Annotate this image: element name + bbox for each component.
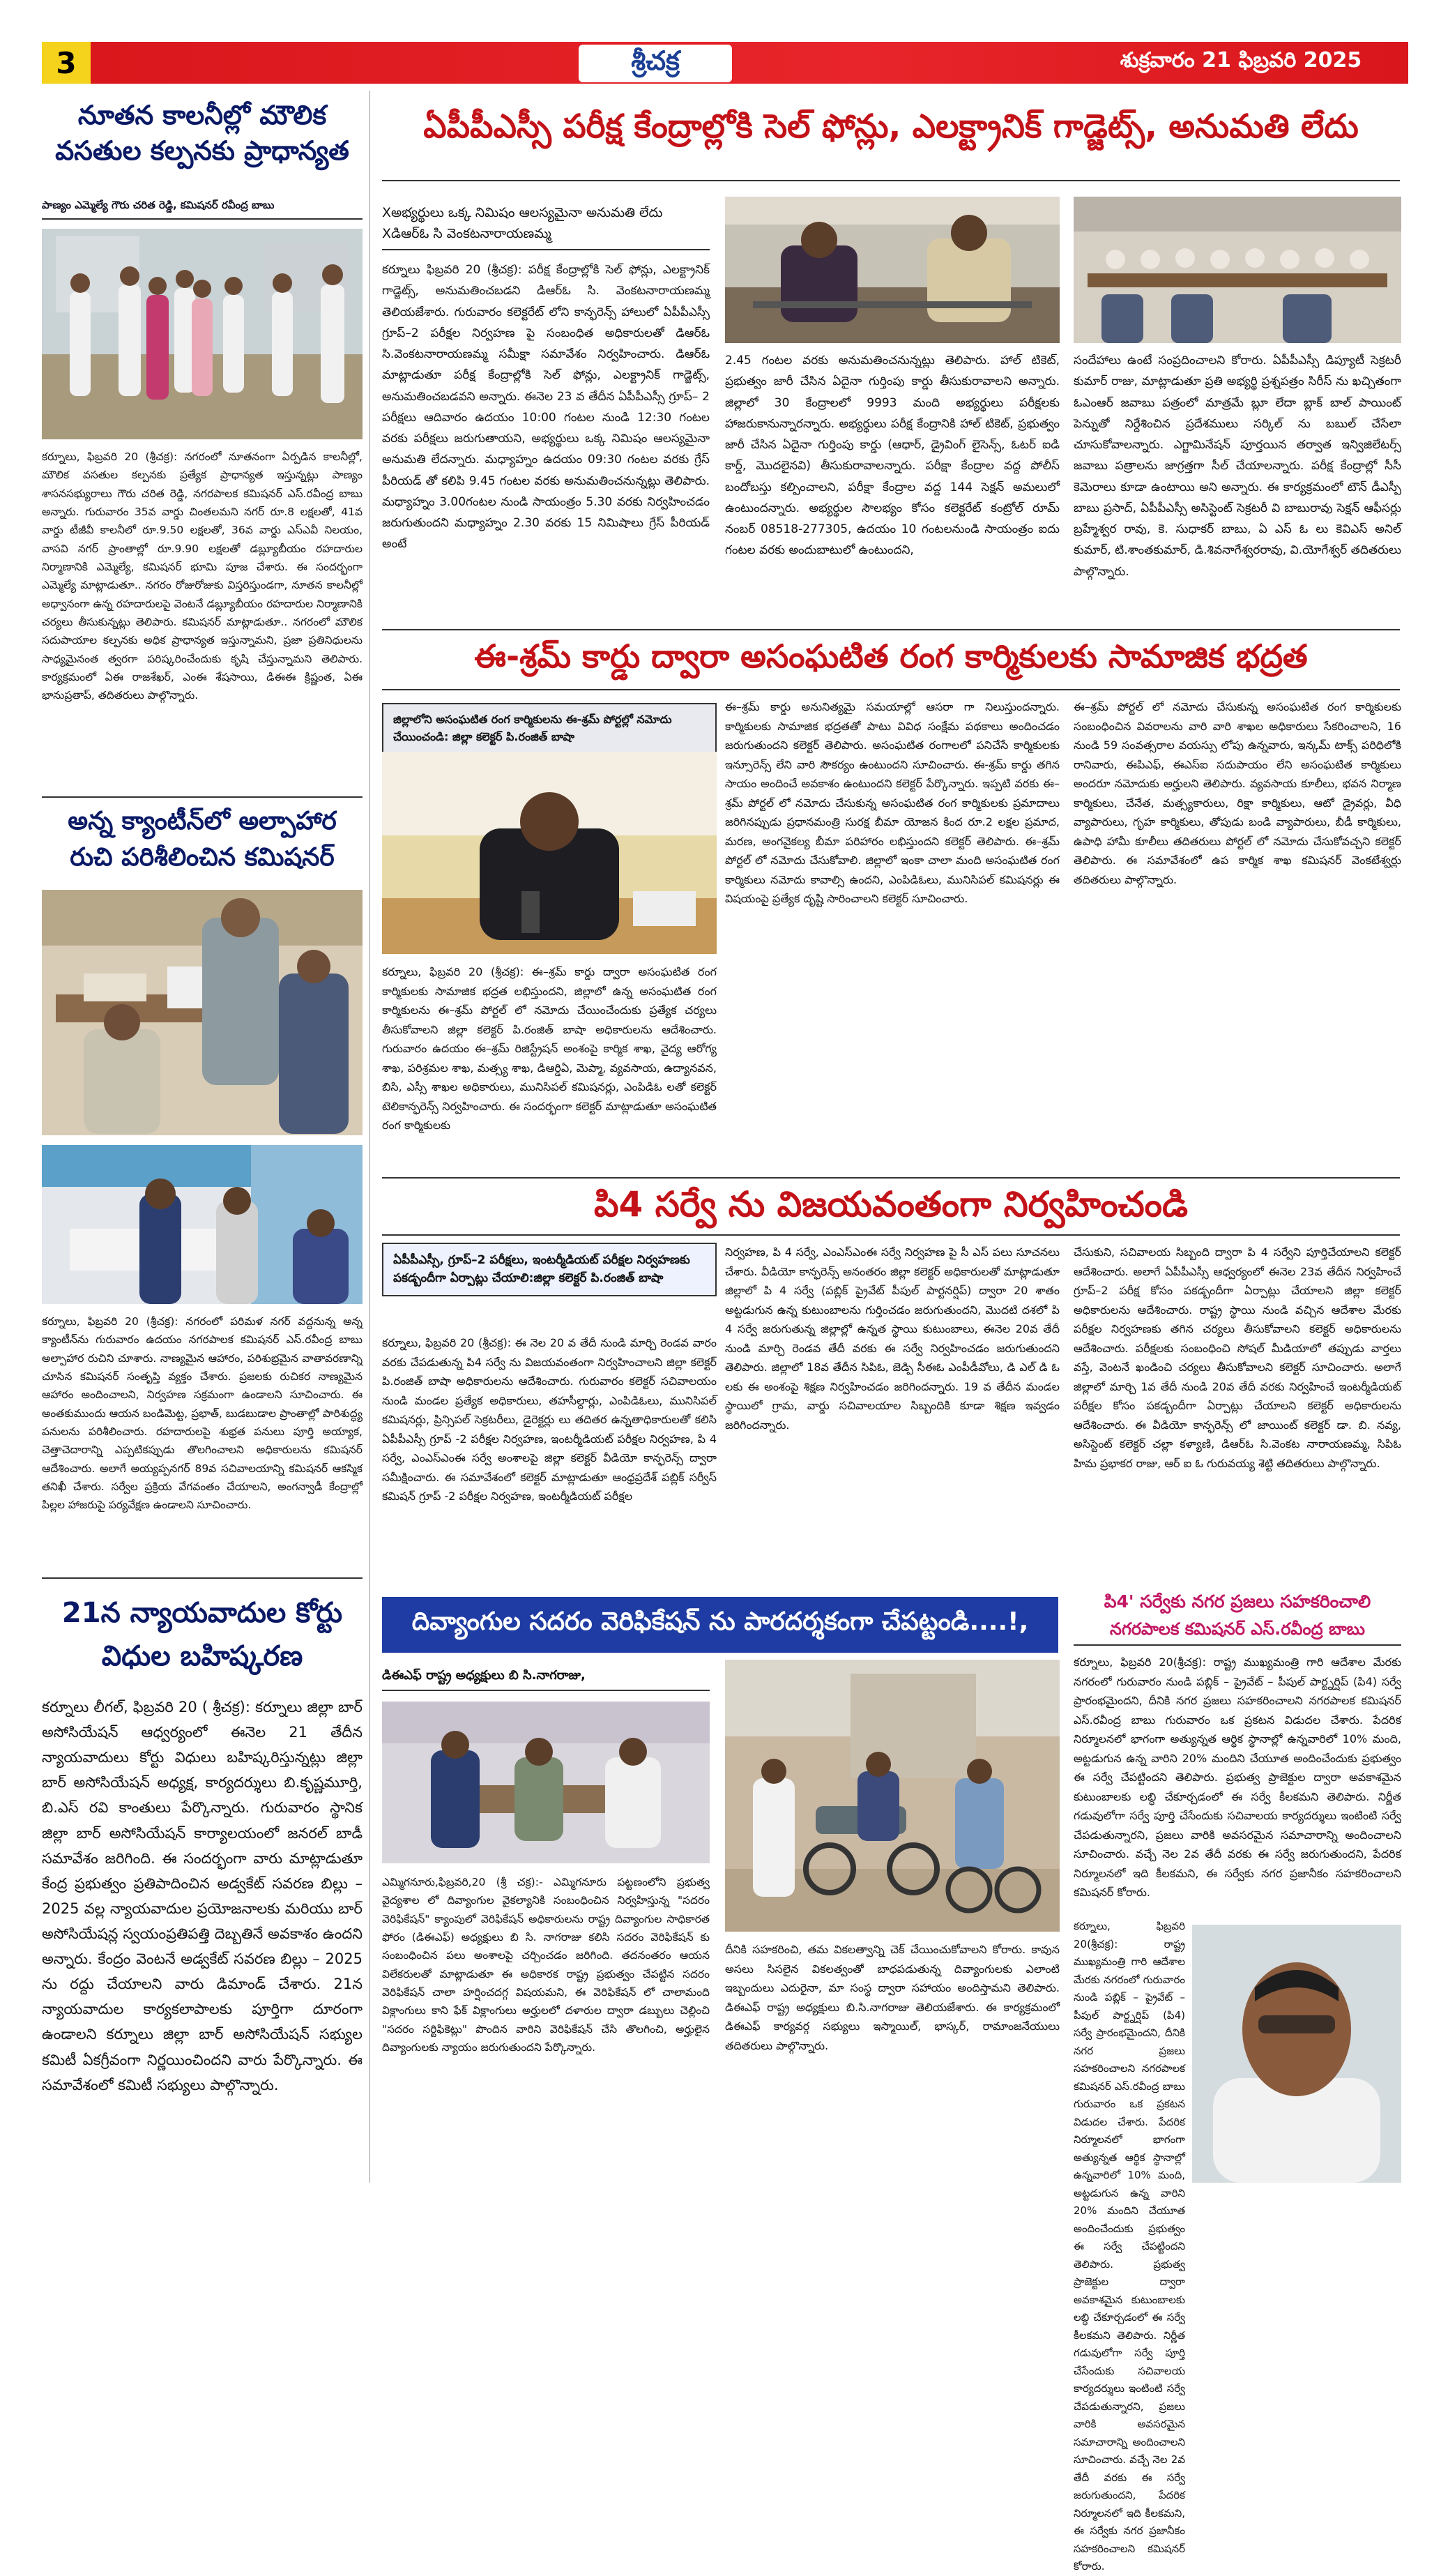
story1-body: కర్నూలు, ఫిబ్రవరి 20 (శ్రీచక్ర): నగరంలో నూతనంగా ఏర్పడిన కాలనీల్లో, మౌలిక వసతుల కల్పనకు ప్రత్యేక ప్రాధాన్యత ఇస్తున్నట్లు పాణ్యం శాసనసభ్యురాలు గౌరు చరిత రెడ్డి, నగరపాలక కమిషనర్ ఎస్.రవీంద్ర బాబు అన్నారు. గురువారం 35వ వార్డు చింతలమని నగర్ రూ.8 లక్షలతో, 41వ వార్డు టీజీవీ కాలనీలో రూ.9.50 లక్షలతో, 36వ వార్డు ఎస్ఎవీ నిలయం, వాసవి నగర్ ప్రాంతాల్లో రూ.9.90 లక్షలతో డబ్ల్యూబీయం రహదారుల నిర్మాణానికి ఎమ్మెల్యే, కమిషనర్ భూమి పూజ చేశారు. ఈ సందర్భంగా ఎమ్మెల్యే మాట్లాడుతూ.. నగరం రోజురోజుకు విస్తరిస్తుండగా, నూతన కాలనీల్లో అధ్వానంగా ఉన్న రహదారులపై వెంటనే డబ్ల్యూబీయం రహదారుల నిర్మాణానికి చర్యలు తీసుకున్నట్లు తెలిపారు. కమిషనర్ మాట్లాడుతూ.. నగరంలో మౌలిక సదుపాయాల కల్పనకు అధిక ప్రాధాన్యత ఇస్తున్నామని, ప్రజా ప్రతినిధులను సాధ్యమైనంత త్వరగా పరిష్కరించేందుకు కృషి చేస్తున్నామని తెలిపారు. కార్యక్రమంలో ఏఈ రాజశేఖర్, ఎంఈ శేషసాయి, డిఈఈ క్రిష్ణంత, ఏఈ భానుప్రతాప్, తదితరులు పాల్గొన్నారు. [42,450,363,702]
eshram-body-3: ఈ–శ్రమ్ పోర్టల్ లో నమోదు చేసుకున్న అసంఘటిత రంగ కార్మికులకు సంబంధించిన వివరాలను వారి వారి శాఖల అధికారులు సేకరించాలని, 16 నుండి 59 సంవత్సరాల వయస్సు లోపు ఉన్నవారు, ఇన్కమ్ టాక్స్ పరిధిలోకి రానివారు, ఈపిఎఫ్, ఈఎస్ఐ సదుపాయం లేని అసంఘటిత కార్మికులు అందరూ నమోదుకు అర్హులని తెలిపారు. వ్యవసాయ కూలీలు, భవన నిర్మాణ కార్మికులు, చేనేత, మత్స్యకారులు, రిక్షా కార్మికులు, ఆటో డ్రైవర్లు, వీధి వ్యాపారులు, గృహ కార్మికులు, తోపుడు బండి వ్యాపారులు, బీడీ కార్మికులు, ఉపాధి హామీ కూలీలు తదితరులు పోర్టల్ లో నమోదు చేసుకోవచ్చని కలెక్టర్ తెలిపారు. ఈ సమావేశంలో ఉప కార్మిక శాఖ కమిషనర్ వెంకటేశ్వర్లు తదితరులు పాల్గొన్నారు. [1074,700,1401,886]
eshram-headline: ఈ-శ్రమ్ కార్డు ద్వారా అసంఘటిత రంగ కార్మికులకు సామాజిక భద్రత [474,637,1308,675]
divyang-col1: ఎమ్మిగనూరు,ఫిబ్రవరి,20 (శ్రీ చక్ర):- ఎమ్మిగనూరు పట్టణంలోని ప్రభుత్వ వైద్యశాల లో దివ్యాంగుల వైకల్యానికి సంబంధించిన నిర్వహిస్తున్న "సదరం వెరిఫికేషన్" క్యాంపులో వెరిఫికేషన్ అధికారులను రాష్ట్ర దివ్యాంగుల సాధికారత ఫోరం (డిఈఎఫ్) అధ్యక్షులు బి సి. నాగరాజు కలిసి సదరం వెరిఫికేషన్ కు సంబంధించిన పలు అంశాలపై చర్చించడం జరిగింది. తదనంతరం ఆయన విలేకరులతో మాట్లాడుతూ ఈ అధికారక రాష్ట్ర ప్రభుత్వం చేపట్టిన సదరం వెరిఫికేషన్ చాలా హర్షించదగ్గ విషయమని, ఈ వెరిఫికేషన్ లో చాలామంది విక్లాంగులు కాని ఫేక్ విక్లాంగులు అర్హులలో దళారుల ద్వారా డబ్బులు చెల్లించి "సదరం సర్టిఫికెట్లు" పొందిన వారిని వెరిఫికేషన్ చేసి తొలగించి, అర్హులైన దివ్యాంగులకు న్యాయం జరుగుతుందని పేర్కొన్నారు. [382,1876,710,2054]
divyang-photo-1 [382,1702,710,1863]
eshram-rule-2 [382,689,1400,690]
p4-col1: కర్నూలు, ఫిబ్రవరి 20 (శ్రీచక్ర): ఈ నెల 20 వ తేదీ నుండి మార్చి రెండవ వారం వరకు చేపడుతున్న పి4 సర్వే ను విజయవంతంగా నిర్వహించాలని జిల్లా కలెక్టర్ పి.రంజిత్ బాషా అధికారులను ఆదేశించారు. గురువారం కలెక్టర్ సచివాలయం నుండి మండల ప్రత్యేక అధికారులు, తహసీల్దార్లు, ఎంపిడిఓలు, మునిసిపల్ కమిషనర్లు, ప్రిన్సిపల్ సెక్రటరీలు, డైరెక్టర్లు లు తదితర ఉన్నతాధికారులతో కలిసి ఏపీపీఎస్సీ గ్రూప్ -2 పరీక్షల నిర్వహణ, ఇంటర్మీడియట్ పరీక్షల నిర్వహణ, పి 4 సర్వే, ఎంఎస్ఎంఈ సర్వే అంశాలపై జిల్లా కలెక్టర్ వీడియో కాన్ఫరెన్స్ ద్వారా సమీక్షించారు. ఈ సమావేశంలో కలెక్టర్ మాట్లాడుతూ ఆంధ్రప్రదేశ్ పబ్లిక్ సర్వీస్ కమిషన్ గ్రూప్ -2 పరీక్షల నిర్వహణ, ఇంటర్మీడియట్ పరీక్షల [382,1336,717,1503]
apsc-subhead-2: Xడిఆర్ఓ సి వెంకటనారాయణమ్మ [382,226,551,242]
apsc-photo-1 [725,197,1060,343]
story2-photo-2 [42,1145,363,1304]
column-rule [369,91,370,2183]
apsc-col1: కర్నూలు ఫిబ్రవరి 20 (శ్రీచక్ర): పరీక్ష కేంద్రాల్లోకి సెల్ ఫోన్లు, ఎలక్ట్రానిక్ గాడ్జెట్స్, అనుమతించబడని డిఆర్ఓ సి. వెంకటనారాయణమ్మ తెలియజేశారు. గురువారం కలెక్టరేట్ లోని కాన్ఫరెన్స్ హాలులో ఏపీపీఎస్సీ గ్రూప్–2 పరీక్షల నిర్వహణ పై సంబంధిత అధికారులతో డిఆర్ఓ సి.వెంకటనారాయణమ్మ సమీక్షా సమావేశం నిర్వహించారు. డిఆర్ఓ మాట్లాడుతూ పరీక్ష కేంద్రాల్లోకి సెల్ ఫోన్లు, ఎలక్ట్రానిక్ గాడ్జెట్స్, అనుమతించబడవని అన్నారు. ఈనెల 23 వ తేదీన ఏపీపీఎస్సీ గ్రూప్– 2 పరీక్షలు ఆదివారం ఉదయం 10:00 గంటల నుండి 12:30 గంటల వరకు పరీక్షలు జరుగుతాయని, అభ్యర్థులు ఒక్క నిమిషం ఆలస్యమైనా అనుమతి లేదన్నారు. మధ్యాహ్నం ఉదయం 09:30 గంటల వరకు గ్రేస్ పీరియడ్ తో కలిపి 9.45 గంటల వరకు అనుమతించనున్నట్లు తెలిపారు. మధ్యాహ్నం 3.00గంటల నుండి సాయంత్రం 5.30 వరకు నిర్వహించడం జరుగుతుందని మధ్యాహ్నం 2.30 వరకు 15 నిమిషాలు గ్రేస్ పీరియడ్ అంటే [382,263,710,552]
story3-headline: 21న న్యాయవాదుల కోర్టు విధుల బహిష్కరణ [61,1597,343,1672]
left-column [42,91,363,2183]
story3-body: కర్నూలు లీగల్, ఫిబ్రవరి 20 ( శ్రీచక్ర): కర్నూలు జిల్లా బార్ అసోసియేషన్ ఆధ్వర్యంలో ఈనెల 21 తేదీన న్యాయవాదులు కోర్టు విధులు బహిష్కరిస్తున్నట్లు జిల్లా బార్ అసోసియేషన్ అధ్యక్ష, కార్యదర్శులు బి.కృష్ణమూర్తి, బి.ఎస్ రవి కాంతులు పేర్కొన్నారు. గురువారం స్థానిక జిల్లా బార్ అసోసియేషన్ కార్యాలయంలో జనరల్ బాడీ సమావేశం జరిగింది. ఈ సందర్భంగా వారు మాట్లాడుతూ కేంద్ర ప్రభుత్వం ప్రతిపాదించిన అడ్వకేట్ సవరణ బిల్లు – 2025 వల్ల న్యాయవాదుల ప్రయోజనాలకు మరియు బార్ అసోసియేషన్ల స్వయంప్రతిపత్తి దెబ్బతినే అవకాశం ఉందని అన్నారు. కేంద్రం వెంటనే అడ్వకేట్ సవరణ బిల్లు – 2025 ను రద్దు చేయాలని వారు డిమాండ్ చేశారు. 21న న్యాయవాదుల కార్యకలాపాలకు పూర్తిగా దూరంగా ఉండాలని కర్నూలు జిల్లా బార్ అసోసియేషన్ సభ్యుల కమిటీ ఏకగ్రీవంగా నిర్ణయించిందని వారు పేర్కొన్నారు. ఈ సమావేశంలో కమిటీ సభ్యులు పాల్గొన్నారు. [42,1699,363,2093]
p4-city-headline: పి4' సర్వేకు నగర ప్రజలు సహకరించాలి [1104,1591,1371,1612]
p4-subhead: ఏపీపీఎస్సీ, గ్రూప్–2 పరీక్షలు, ఇంటర్మీడియట్ పరీక్షల నిర్వహణకు పకడ్బందీగా ఏర్పాట్లు చేయాలి:జిల్లా కలెక్టర్ పి.రంజిత్ బాషా [382,1243,717,1296]
issue-date: శుక్రవారం 21 ఫిబ్రవరి 2025 [1120,48,1362,73]
divider [42,1577,363,1579]
apsc-subhead-1: Xఅభ్యర్థులు ఒక్క నిమిషం ఆలస్యమైనా అనుమతి లేదు [382,205,663,220]
apsc-col3: సందేహాలు ఉంటే సంప్రదించాలని కోరారు. ఏపీపీఎస్సీ డిప్యూటీ సెక్రటరీ కుమార్ రాజు, మాట్లాడుతూ ప్రతి అభ్యర్థి ప్రశ్నపత్రం సిరీస్ ను ఖచ్చితంగా ఓఎంఆర్ జవాబు పత్రంలో మాత్రమే బ్లూ లేదా బ్లాక్ బాల్ పాయింట్ పెన్నుతో నిర్దేశించిన ప్రదేశములు సర్కిల్ ను బబుల్ చేసేలా చూసుకోవాలన్నారు. ఎగ్జామినేషన్ పూర్తయిన తర్వాత ఇన్విజిలేటర్స్ జవాబు పత్రాలను జాగ్రత్తగా సీల్ చేయాలన్నారు. పరీక్ష కేంద్రాల్లో సీసీ కెమెరాలు కూడా ఉంటాయి అని అన్నారు. ఈ కార్యక్రమంలో టౌన్ డీఎస్పీ బాబు ప్రసాద్, ఏపీపీఎస్సీ అసిస్టెంట్ సెక్రటరీ వి బాబురావు సెక్షన్ ఆఫీసర్లు బ్రహ్మేశ్వర రావు, కె. సుధాకర్ బాబు, ఏ ఎస్ ఓ లు కెవిఎస్ అనిల్ కుమార్, టి.శాంతకుమార్, డి.శివనాగేశ్వరరావు, వి.యోగేశ్వర్ తదితరులు పాల్గొన్నారు. [1074,354,1401,579]
p4-rule [382,1177,1400,1179]
divyang-col2: దీనికి సహకరించి, తమ వికలత్వాన్ని చెక్ చేయించుకోవాలని కోరారు. కావున అసలు సిసలైన వికలత్వంతో బాధపడుతున్న దివ్యాంగులకు ఎలాంటి ఇబ్బందులు ఎదురైనా, మా సంస్థ ద్వారా సహాయం అందిస్తామని తెలిపారు. డిఈఎఫ్ రాష్ట్ర అధ్యక్షులు బి.సి.నాగరాజు తెలియజేశారు. ఈ కార్యక్రమంలో డిఈఎఫ్ కార్యవర్గ సభ్యులు ఇస్మాయిల్, భాస్కర్, రామాంజనేయులు తదితరులు పాల్గొన్నారు. [725,1943,1060,2052]
story1-headline: నూతన కాలనీల్లో మౌలిక వసతుల కల్పనకు ప్రాధాన్యత [55,100,349,167]
divider [42,796,363,798]
p4-city-body-top: కర్నూలు, ఫిబ్రవరి 20(శ్రీచక్ర): రాష్ట్ర ముఖ్యమంత్రి గారి ఆదేశాల మేరకు నగరంలో గురువారం నుండి పబ్లిక్ – ప్రైవేట్ – పీపుల్ పార్ట్నర్షిప్ (పి4) సర్వే ప్రారంభమైందని, దీనికి నగర ప్రజలు సహకరించాలని నగరపాలక కమిషనర్ ఎస్.రవీంద్ర బాబు గురువారం ఒక ప్రకటన విడుదల చేశారు. పేదరిక నిర్మూలనలో భాగంగా అత్యున్నత ఆర్థిక స్థానాల్లో ఉన్నవారిలో 10% మంది, అట్టడుగున ఉన్న వారిని 20% మందిని చేయూత అందించేందుకు ప్రభుత్వం ఈ సర్వే చేపట్టిందని తెలిపారు. ప్రభుత్వ ప్రాజెక్టుల ద్వారా అవకాశమైన కుటుంబాలకు లబ్ధి చేకూర్చడంలో ఈ సర్వే కీలకమని తెలిపారు. నిర్ణీత గడువులోగా సర్వే పూర్తి చేసేందుకు సచివాలయ కార్యదర్శులు ఇంటింటి సర్వే చేపడుతున్నారని, ప్రజలు వారికి అవసరమైన సమాచారాన్ని అందించాలని సూచించారు. వచ్చే నెల 2వ తేదీ వరకు ఈ సర్వే జరుగుతుందని, పేదరిక నిర్మూలనలో ఇది కీలకమని, ఈ సర్వేకు నగర ప్రజానీకం సహకరించాలని కమిషనర్ కోరారు. [1074,1656,1401,1900]
eshram-subhead: జిల్లాలోని అసంఘటిత రంగ కార్మికులను ఈ-శ్రమ్ పోర్టల్లో నమోదు చేయించండి: జిల్లా కలెక్టర్ పి.రంజిత్ బాషా [382,703,717,755]
story2-headline: అన్న క్యాంటీన్‌లో అల్పాహార రుచి పరిశీలించిన కమిషనర్ [68,807,337,872]
p4-city-body-side [1074,1918,1185,2573]
p4-headline: పి4 సర్వే ను విజయవంతంగా నిర్వహించండి [593,1184,1189,1225]
p4-city-subhead: నగరపాలక కమిషనర్ ఎస్.రవీంద్ర బాబు [1074,1618,1401,1646]
p4-col3: చేసుకుని, సచివాలయ సిబ్బంది ద్వారా పి 4 సర్వేని పూర్తిచేయాలని కలెక్టర్ ఆదేశించారు. అలాగే ఏపీపీఎస్సీ ఆధ్వర్యంలో ఈనెల 23వ తేదీన నిర్వహించే గ్రూప్–2 పరీక్ష కోసం పకడ్బందీగా ఏర్పాట్లు చేయాలని జిల్లా కలెక్టర్ అధికారులను ఆదేశించారు. రాష్ట్ర స్థాయి నుండి వచ్చిన ఆదేశాల మేరకు పరీక్షల నిర్వహణకు తగిన చర్యలు తీసుకోవాలని కలెక్టర్ అధికారులను ఆదేశించారు. పరీక్షలకు సంబంధించి సోషల్ మీడియాలో తప్పుడు వార్తలు వస్తే, వెంటనే ఖండించి చర్యలు తీసుకోవాలని కలెక్టర్ సూచించారు. అలాగే జిల్లాలో మార్చి 1వ తేదీ నుండి 20వ తేదీ వరకు నిర్వహించే ఇంటర్మీడియట్ పరీక్షల కోసం పకడ్బందీగా ఏర్పాట్లు చేయాలని కలెక్టర్ అధికారులను ఆదేశించారు. ఈ వీడియో కాన్ఫరెన్స్ లో జాయింట్ కలెక్టర్ డా. బి. నవ్య, అసిస్టెంట్ కలెక్టర్ చల్లా కళ్యాణి, డిఆర్ఓ సి.వెంకట నారాయణమ్మ, సిపిఓ హిమ ప్రభాకర రాజు, ఆర్ ఐ ఓ గురువయ్య శెట్టి తదితరులు పాల్గొన్నారు. [1074,1245,1401,1470]
story2-body: కర్నూలు, ఫిబ్రవరి 20 (శ్రీచక్ర): నగరంలో పరిమళ నగర్ వద్దనున్న అన్న క్యాంటీన్‌ను గురువారం ఉదయం నగరపాలక కమిషనర్ ఎస్.రవీంద్ర బాబు అల్పాహార రుచిని చూశారు. నాణ్యమైన ఆహారం, పరిశుభ్రమైన వాతావరణాన్ని చూసిన కమిషనర్ సంతృప్తి వ్యక్తం చేశారు. ప్రజలకు రుచికర నాణ్యమైన ఆహారం అందించాలని, నిర్వహణ సక్రమంగా ఉండాలని సూచించారు. ఈ అంతకుముందు ఆయన బండిమెట్ట, ప్రభాత్, బుడబుడాల ప్రాంతాల్లో పారిశుద్ధ్య పనులను పరిశీలించారు. రహదారులపై శుభ్రత పనులు పూర్తి అయ్యాక, చెత్తాచెదారాన్ని ఎప్పటికప్పుడు తొలగించాలని అధికారులను కమిషనర్ ఆదేశించారు. అలాగే అయ్యప్పనగర్ 89వ సచివాలయాన్ని కమిషనర్ ఆకస్మిక తనిఖీ చేశారు. సర్వేల ప్రక్రియ వేగవంతం చేయాలని, అంగన్వాడీ కేంద్రాల్లో పిల్లల హాజరుపై పర్యవేక్షణ ఉండాలని సూచించారు. [42,1315,363,1512]
story2-photo-1 [42,890,363,1135]
apsc-photo-2 [1074,197,1401,343]
eshram-body-2: ఈ–శ్రమ్ కార్డు అనునిత్యమై సమయాల్లో ఆసరా గా నిలుస్తుందన్నారు. కార్మికులకు సామాజిక భద్రతతో పాటు వివిధ సంక్షేమ పథకాలు అందించడం జరుగుతుందని కలెక్టర్ తెలిపారు. అసంఘటిత రంగాలలో పనిచేసే కార్మికులకు ఇన్సూరెన్స్ లేని వారి సౌకర్యం ఉంటుందని సూచించారు. ఈ-శ్రమ్ కార్డు తగిన సాయం అందించే అవకాశం ఉంటుందని కలెక్టర్ పేర్కొన్నారు. ఇప్పటి వరకు ఈ–శ్రమ్ పోర్టల్ లో నమోదు చేసుకున్న అసంఘటిత రంగ కార్మికులకు ప్రమాదాలు జరిగినప్పుడు ప్రధానమంత్రి సురక్ష బీమా యోజన కింద రూ.2 లక్షల ప్రమాద, మరణ, అంగవైకల్య బీమా పరిహారం లభిస్తుందని కలెక్టర్ తెలిపారు. ఈ–శ్రమ్ పోర్టల్ లో నమోదు చేసుకోవాలి. జిల్లాలో ఇంకా చాలా మంది అసంఘటిత రంగ కార్మికులు నమోదు కావాల్సి ఉందని, ఎంపిడిఓలు, మునిసిపల్ కమిషనర్లు ఈ విషయంపై ప్రత్యేక దృష్టి సారించాలని కలెక్టర్ సూచించారు. [725,700,1060,906]
divyang-photo-2 [725,1660,1060,1932]
eshram-photo [382,752,717,954]
story1-photo [42,229,363,439]
eshram-body-1: కర్నూలు, ఫిబ్రవరి 20 (శ్రీచక్ర): ఈ–శ్రమ్ కార్డు ద్వారా అసంఘటిత రంగ కార్మికులకు సామాజిక భద్రత లభిస్తుందని, జిల్లాలో ఉన్న అసంఘటిత రంగ కార్మికులను ఈ–శ్రమ్ పోర్టల్ లో నమోదు చేయించేందుకు ప్రత్యేక చర్యలు తీసుకోవాలని జిల్లా కలెక్టర్ పి.రంజిత్ బాషా అధికారులను ఆదేశించారు. గురువారం ఉదయం ఈ–శ్రమ్ రిజిస్ట్రేషన్ అంశంపై కార్మిక శాఖ, వైద్య ఆరోగ్య శాఖ, పరిశ్రమల శాఖ, మత్స్య శాఖ, డిఆర్డిఏ, మెప్మా, వ్యవసాయ, ఉద్యానవన, బిసి, ఎస్సీ శాఖల అధికారులు, మునిసిపల్ కమిషనర్లు, ఎంపిడిఓ లతో కలెక్టర్ టెలికాన్ఫరెన్స్ నిర్వహించారు. ఈ సందర్భంగా కలెక్టర్ మాట్లాడుతూ అసంఘటిత రంగ కార్మికులకు [382,965,717,1132]
p4-col2: నిర్వహణ, పి 4 సర్వే, ఎంఎస్ఎంఈ సర్వే నిర్వహణ పై సీ ఎస్ పలు సూచనలు చేశారు. వీడియో కాన్ఫరెన్స్ అనంతరం జిల్లా కలెక్టర్ అధికారులతో మాట్లాడుతూ జిల్లాలో పి 4 సర్వే (పబ్లిక్ ప్రైవేట్ పీపుల్ పార్టనర్షిప్) ద్వారా 20 శాతం అట్టడుగున ఉన్న కుటుంబాలను గుర్తించడం జరుగుతుందని, మొదటి దశలో పి 4 సర్వే జరుగుతున్న జిల్లాల్లో ఉన్నత స్థాయి కుటుంబాలు, ఈనెల 20వ తేదీ నుండి మార్చి రెండవ తేదీ వరకు ఈ సర్వే నిర్వహించడం జరుగుతుందని తెలిపారు. జిల్లాలో 18వ తేదీన సిపిఓ, జెడ్పి సీఈఓ ఎంపీడీవోలు, డి ఎల్ డి ఓ లకు ఈ అంశంపై శిక్షణ నిర్వహించడం జరిగిందన్నారు. 19 వ తేదీన మండల స్థాయిలో గ్రామ, వార్డు సచివాలయాల సిబ్బందికి కూడా శిక్షణ ఇవ్వడం జరిగిందన్నారు. [725,1245,1060,1432]
p4-city-body-continued: కర్నూలు, ఫిబ్రవరి 20(శ్రీచక్ర): రాష్ట్ర ముఖ్యమంత్రి గారి ఆదేశాల మేరకు నగరంలో గురువారం నుండి పబ్లిక్ – ప్రైవేట్ – పీపుల్ పార్ట్నర్షిప్ (పి4) సర్వే ప్రారంభమైందని, దీనికి నగర ప్రజలు సహకరించాలని నగరపాలక కమిషనర్ ఎస్.రవీంద్ర బాబు గురువారం ఒక ప్రకటన విడుదల చేశారు. పేదరిక నిర్మూలనలో భాగంగా అత్యున్నత ఆర్థిక స్థానాల్లో ఉన్నవారిలో 10% మంది, అట్టడుగున ఉన్న వారిని 20% మందిని చేయూత అందించేందుకు ప్రభుత్వం ఈ సర్వే చేపట్టిందని తెలిపారు. ప్రభుత్వ ప్రాజెక్టుల ద్వారా అవకాశమైన కుటుంబాలకు లబ్ధి చేకూర్చడంలో ఈ సర్వే కీలకమని తెలిపారు. నిర్ణీత గడువులోగా సర్వే పూర్తి చేసేందుకు సచివాలయ కార్యదర్శులు ఇంటింటి సర్వే చేపడుతున్నారని, ప్రజలు వారికి అవసరమైన సమాచారాన్ని అందించాలని సూచించారు. వచ్చే నెల 2వ తేదీ వరకు ఈ సర్వే జరుగుతుందని, పేదరిక నిర్మూలనలో ఇది కీలకమని, ఈ సర్వేకు నగర ప్రజానీకం సహకరించాలని కమిషనర్ కోరారు. [1074,1920,1185,2573]
p4-rule-2 [382,1234,1400,1236]
page-number: 3 [42,42,91,84]
paper-logo: శ్రీచక్ర [579,45,732,82]
commissioner-photo [1192,1925,1401,2183]
story1-byline: పాణ్యం ఎమ్మెల్యే గౌరు చరిత రెడ్డి, కమిషనర్ రవీంద్ర బాబు [42,199,363,220]
divyang-byline: డిఈఎఫ్ రాష్ట్ర అధ్యక్షులు బి సి.నాగరాజు, [382,1668,710,1691]
divyang-headline: దివ్యాంగుల సదరం వెరిఫికేషన్ ను పారదర్శకంగా చేపట్టండి....!, [382,1597,1058,1653]
apsc-underline [382,180,1400,181]
apsc-subheads [382,202,710,250]
apsc-col2: 2.45 గంటల వరకు అనుమతించనున్నట్లు తెలిపారు. హాల్ టికెట్, ప్రభుత్వం జారీ చేసిన ఏదైనా గుర్తింపు కార్డు తీసుకురావాలని అన్నారు. జిల్లాలో 30 కేంద్రాలలో 9993 మంది అభ్యర్థులు పరీక్షలకు హాజరుకానున్నారన్నారు. అభ్యర్థులు పరీక్ష కేంద్రానికి హాల్ టికెట్, ప్రభుత్వం జారీ చేసిన ఏదైనా గుర్తింపు కార్డు (ఆధార్, డ్రైవింగ్ లైసెన్స్, ఓటర్ ఐడి కార్డ్, మొదలైనవి) తీసుకురావాలన్నారు. పరీక్షా కేంద్రాల వద్ద పోలీస్ బందోబస్తు కల్పించాలని, పరీక్షా కేంద్రాల వద్ద 144 సెక్షన్ అమలులో ఉంటుందన్నారు. అభ్యర్థుల సౌలభ్యం కోసం కలెక్టరేట్ కంట్రోల్ రూమ్ నంబర్ 08518-277305, ఉదయం 10 గంటలనుండి సాయంత్రం ఐదు గంటల వరకు అందుబాటులో ఉంటుందని, [725,354,1060,558]
apsc-headline: ఏపీపీఎస్సీ పరీక్ష కేంద్రాల్లోకి సెల్ ఫోన్లు, ఎలక్ట్రానిక్ గాడ్జెట్స్, అనుమతి లేదు [423,107,1359,146]
eshram-rule [382,629,1400,630]
